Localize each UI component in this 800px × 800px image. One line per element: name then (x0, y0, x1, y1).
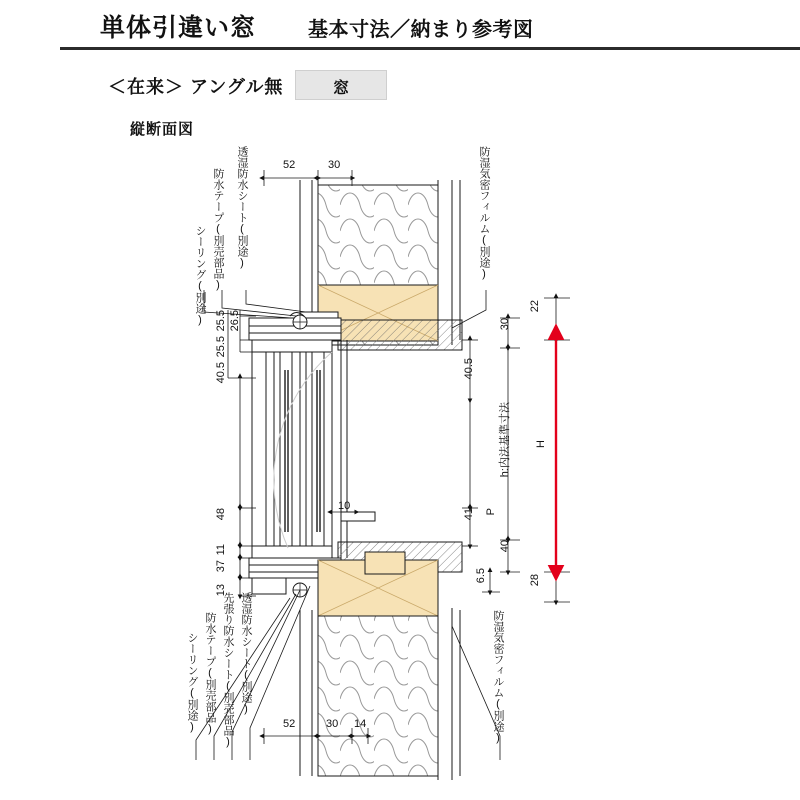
dim-left-25-5b: 25.5 (215, 336, 227, 358)
label-panel-P: P (485, 508, 497, 516)
annotation-waterproof-tape-top: 防水テープ(別売部品) (212, 168, 224, 291)
title-divider (60, 47, 800, 50)
dim-outer-28: 28 (529, 574, 541, 587)
dim-rightmid-40: 40 (499, 540, 511, 553)
dim-bottom-52: 52 (283, 718, 296, 730)
dim-top-30: 30 (328, 159, 341, 171)
dim-outer-22: 22 (529, 300, 541, 313)
spec-chip (295, 70, 387, 100)
dim-bottom-14: 14 (354, 718, 367, 730)
label-inner-height: h:内法基準寸法 (499, 402, 511, 478)
annotation-sealing-bottom: シーリング(別途) (186, 632, 198, 733)
dim-right-41: 41 (463, 508, 475, 521)
vertical-section-drawing (0, 140, 800, 800)
dim-left-13: 13 (215, 584, 227, 597)
section-label: 縦断面図 (130, 121, 195, 138)
dim-left-11: 11 (215, 544, 227, 556)
annotation-vapor-film-top: 防湿気密フィルム(別途) (478, 146, 490, 280)
label-overall-height: H (535, 440, 547, 448)
spec-line: ＜在来＞ アングル無 (108, 77, 284, 97)
dim-left-40-5: 40.5 (215, 362, 227, 384)
dim-top-52: 52 (283, 159, 296, 171)
dim-left-48: 48 (215, 508, 227, 521)
page-subtitle: 基本寸法／納まり参考図 (308, 19, 534, 41)
annotation-waterproof-tape-bottom: 防水テープ(別売部品) (204, 612, 216, 735)
dim-right-40-5: 40.5 (463, 358, 475, 380)
dim-bottom-30: 30 (326, 718, 339, 730)
dim-left-26-5: 26.5 (229, 310, 241, 332)
annotation-breathable-sheet-top: 透湿防水シート(別途) (236, 146, 248, 269)
dim-left-37: 37 (215, 560, 227, 573)
annotation-sealing-top: シーリング(別途) (194, 225, 206, 326)
dim-inner-10: 10 (338, 500, 351, 512)
dim-rightmid-30: 30 (499, 318, 511, 331)
annotation-breathable-sheet-bottom: 透湿防水シート(別途) (240, 592, 252, 715)
annotation-pre-waterproof-sheet-bottom: 先張り防水シート(別売部品) (222, 592, 234, 748)
dim-left-25-5a: 25.5 (215, 310, 227, 332)
annotation-vapor-film-bottom: 防湿気密フィルム(別途) (492, 610, 504, 744)
section-diagram-svg (0, 140, 800, 800)
dim-6-5: 6.5 (475, 568, 487, 584)
page-title: 単体引違い窓 (100, 14, 257, 42)
spec-chip-label: 窓 (332, 80, 349, 97)
title-bar (0, 0, 800, 44)
